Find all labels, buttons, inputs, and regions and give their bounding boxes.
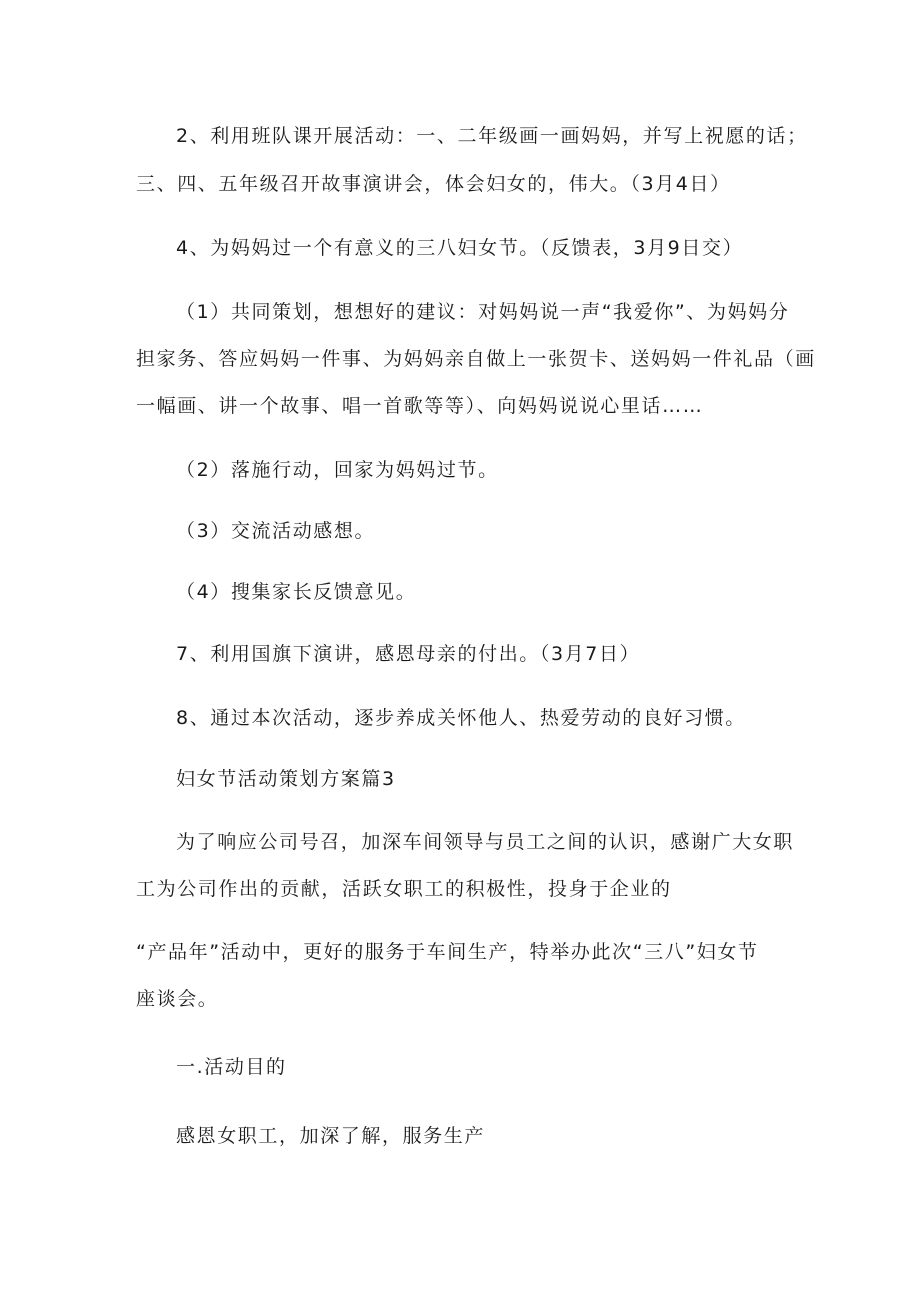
paragraph-line: “产品年”活动中，更好的服务于车间生产，特举办此次“三八”妇女节 — [136, 941, 759, 963]
paragraph-line: 担家务、答应妈妈一件事、为妈妈亲自做上一张贺卡、送妈妈一件礼品（画 — [136, 348, 816, 370]
paragraph-line: 为了响应公司号召，加深车间领导与员工之间的认识，感谢广大女职 — [176, 831, 795, 853]
subsection-heading: 一.活动目的 — [176, 1056, 287, 1078]
paragraph-line: 座谈会。 — [136, 988, 219, 1010]
paragraph-line: 7、利用国旗下演讲，感恩母亲的付出。（3月7日） — [176, 643, 641, 665]
paragraph-line: （4）搜集家长反馈意见。 — [176, 581, 417, 603]
paragraph-line: 一幅画、讲一个故事、唱一首歌等等）、向妈妈说说心里话…… — [136, 395, 704, 417]
paragraph-line: 2、利用班队课开展活动：一、二年级画一画妈妈，并写上祝愿的话； — [176, 125, 808, 147]
paragraph-line: （2）落施行动，回家为妈妈过节。 — [176, 459, 499, 481]
section-heading: 妇女节活动策划方案篇3 — [176, 768, 396, 790]
paragraph-line: 感恩女职工，加深了解，服务生产 — [176, 1125, 486, 1147]
paragraph-line: 三、四、五年级召开故事演讲会，体会妇女的，伟大。（3月4日） — [136, 173, 731, 195]
paragraph-line: 工为公司作出的贡献，活跃女职工的积极性，投身于企业的 — [136, 878, 672, 900]
paragraph-line: 4、为妈妈过一个有意义的三八妇女节。（反馈表，3月9日交） — [176, 237, 744, 259]
paragraph-line: 8、通过本次活动，逐步养成关怀他人、热爱劳动的良好习惯。 — [176, 707, 746, 729]
paragraph-line: （1）共同策划，想想好的建议：对妈妈说一声“我爱你”、为妈妈分 — [176, 301, 790, 323]
paragraph-line: （3）交流活动感想。 — [176, 520, 376, 542]
